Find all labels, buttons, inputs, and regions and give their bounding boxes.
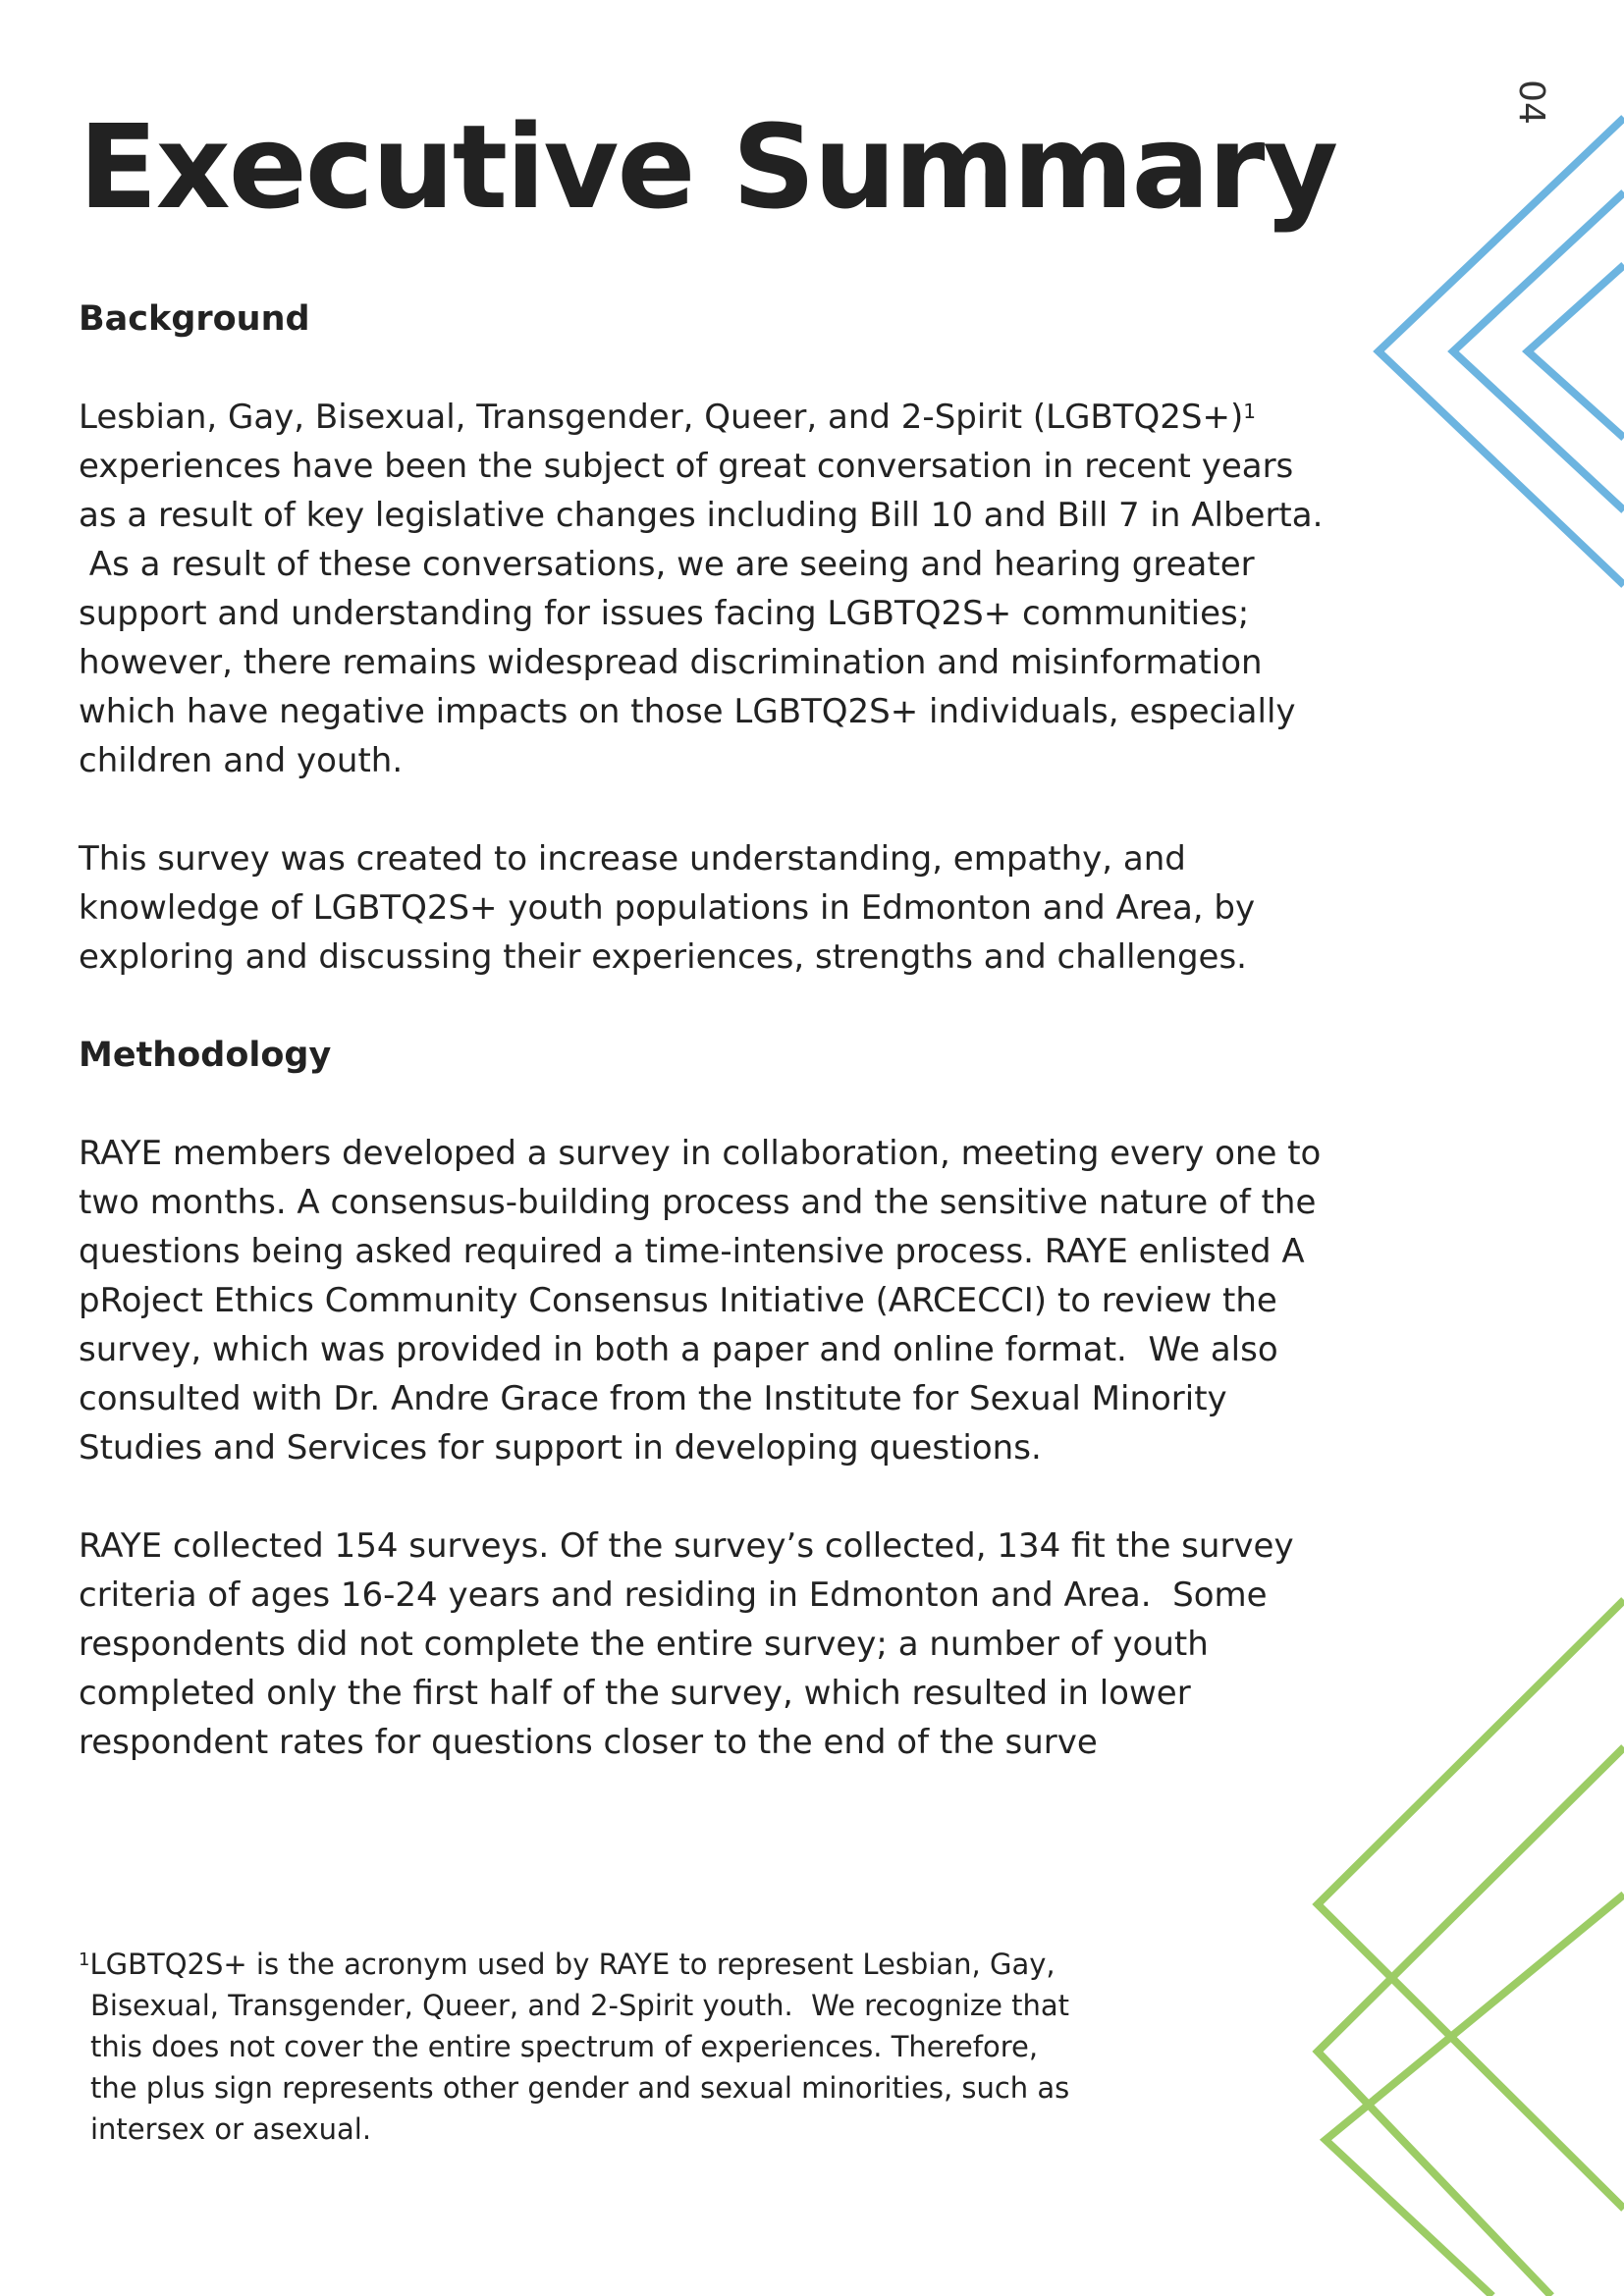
methodology-paragraph-1 <box>79 1129 1394 1472</box>
text-line: This survey was created to increase understanding, empathy, and <box>79 839 1186 879</box>
methodology-heading: Methodology <box>79 1036 332 1075</box>
text-line: As a result of these conversations, we are seeing and hearing greater <box>79 545 1255 584</box>
text-line: children and youth. <box>79 741 404 780</box>
text-line: RAYE members developed a survey in collaboration, meeting every one to <box>79 1134 1322 1173</box>
text-line: two months. A consensus-building process and the sensitive nature of the <box>79 1183 1317 1222</box>
main-content <box>79 294 1394 1816</box>
text-line: support and understanding for issues facing LGBTQ2S+ communities; <box>79 594 1250 633</box>
footnote-line: Bisexual, Transgender, Queer, and 2-Spirit youth. We recognize that <box>90 1989 1070 2022</box>
footnote-line: $^1$LGBTQ2S+ is the acronym used by RAYE to represent Lesbian, Gay, <box>79 1948 1056 1981</box>
footnote-marker: 1 <box>1243 400 1256 423</box>
footnote-line: intersex or asexual. <box>90 2112 372 2146</box>
text-line: however, there remains widespread discrimination and misinformation <box>79 643 1263 682</box>
footnote-line: this does not cover the entire spectrum of experiences. Therefore, <box>90 2030 1039 2063</box>
text-line: which have negative impacts on those LGBTQ2S+ individuals, especially <box>79 692 1296 731</box>
footnote <box>79 1944 1316 2150</box>
page-title: Executive Summary <box>79 99 1337 235</box>
footnote-marker: 1 <box>79 1949 90 1970</box>
methodology-paragraph-2 <box>79 1522 1394 1767</box>
text-line: Studies and Services for support in developing questions. <box>79 1428 1042 1468</box>
background-heading: Background <box>79 299 310 339</box>
text-line: pRoject Ethics Community Consensus Initiative (ARCECCI) to review the <box>79 1281 1277 1320</box>
background-paragraph-1 <box>79 393 1394 785</box>
text-line: completed only the first half of the survey, which resulted in lower <box>79 1674 1191 1713</box>
text-line: criteria of ages 16-24 years and residing in Edmonton and Area. Some <box>79 1575 1268 1615</box>
page-number: 04 <box>1511 80 1551 125</box>
text-line: experiences have been the subject of great conversation in recent years <box>79 447 1294 486</box>
footnote-line: the plus sign represents other gender and sexual minorities, such as <box>90 2071 1070 2105</box>
text-line: consulted with Dr. Andre Grace from the Institute for Sexual Minority <box>79 1379 1227 1418</box>
text-line: respondent rates for questions closer to the end of the surve <box>79 1723 1098 1762</box>
text-line: RAYE collected 154 surveys. Of the survey’s collected, 134 fit the survey <box>79 1526 1294 1566</box>
background-paragraph-2 <box>79 834 1394 982</box>
text-line: respondents did not complete the entire survey; a number of youth <box>79 1625 1209 1664</box>
text-line: exploring and discussing their experiences, strengths and challenges. <box>79 937 1247 977</box>
text-line: Lesbian, Gay, Bisexual, Transgender, Queer, and 2-Spirit (LGBTQ2S+)$^1$ <box>79 398 1256 437</box>
text-line: as a result of key legislative changes including Bill 10 and Bill 7 in Alberta. <box>79 496 1324 535</box>
blue-chevron-decoration <box>1355 98 1624 628</box>
text-line: knowledge of LGBTQ2S+ youth populations in Edmonton and Area, by <box>79 888 1256 928</box>
text-line: questions being asked required a time-intensive process. RAYE enlisted A <box>79 1232 1305 1271</box>
text-line: survey, which was provided in both a paper and online format. We also <box>79 1330 1278 1369</box>
